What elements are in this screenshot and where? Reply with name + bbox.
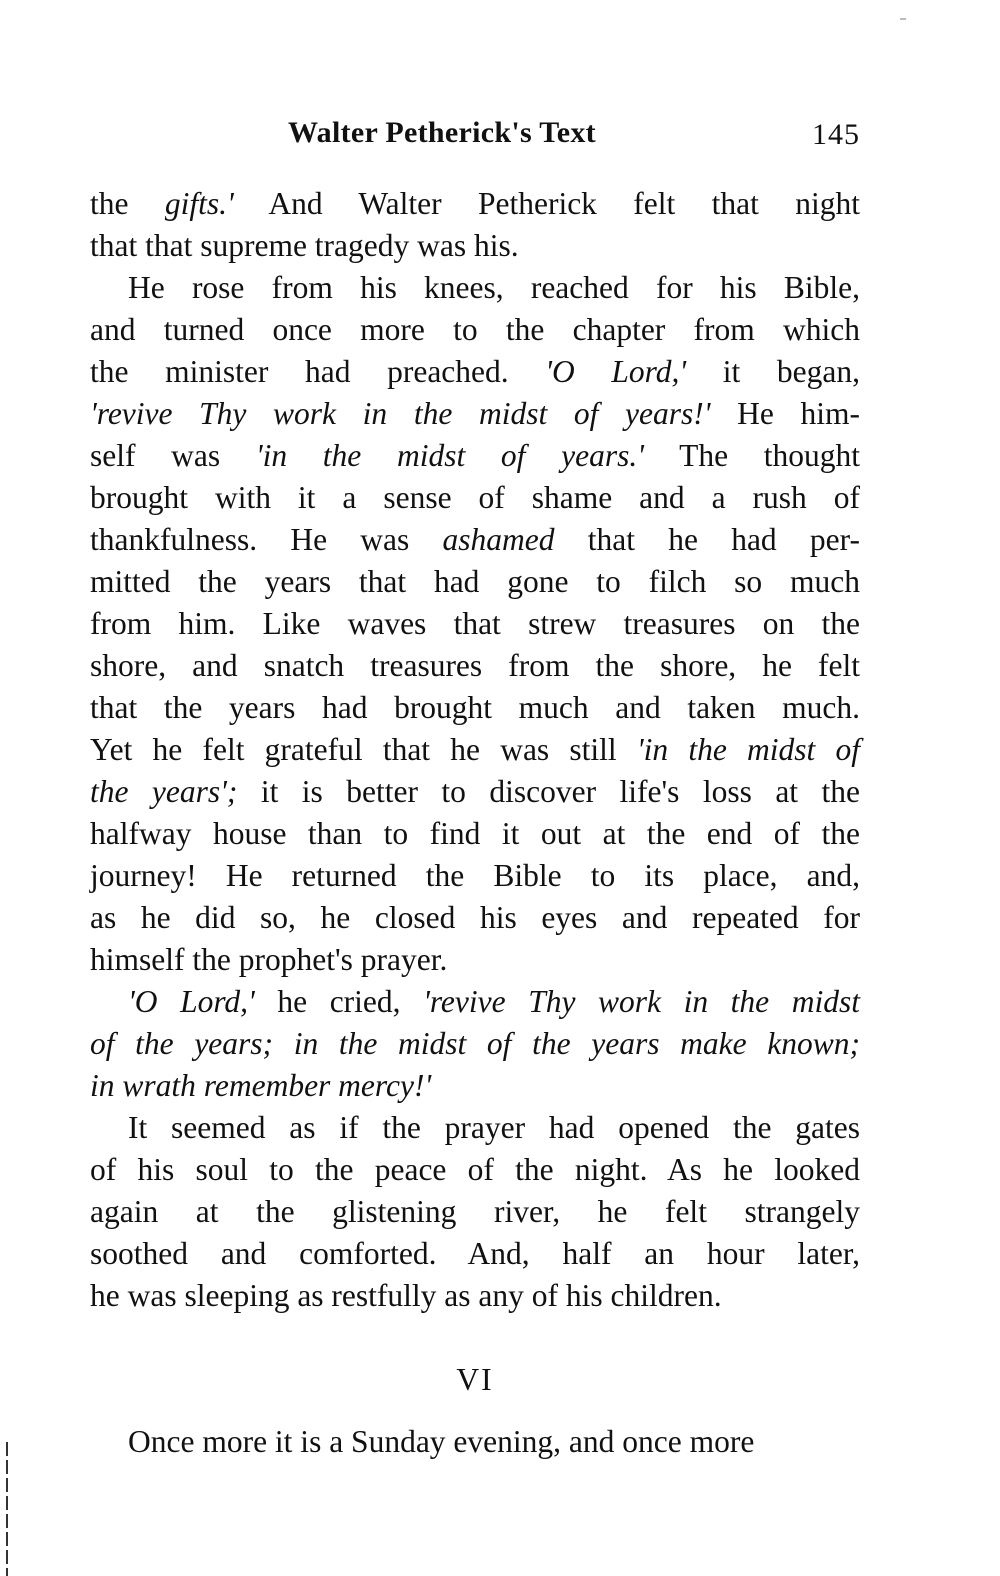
roman-text: And Walter Petherick felt that night (233, 186, 860, 221)
text-line (90, 1275, 860, 1317)
text-line (90, 225, 860, 267)
text-line (90, 771, 860, 813)
italic-text: 'O Lord,' (545, 354, 687, 389)
italic-text: ashamed (442, 522, 555, 557)
italic-text: 'revive Thy work in the midst (423, 984, 861, 1019)
roman-text: halfway house than to find it out at the end of the (90, 816, 860, 851)
text-line (90, 519, 860, 561)
roman-text: he was sleeping as restfully as any of his children. (90, 1278, 722, 1313)
text-line (90, 1149, 860, 1191)
roman-text: brought with it a sense of shame and a rush of (90, 480, 860, 515)
italic-text: 'in the midst of (636, 732, 861, 767)
text-line (90, 897, 860, 939)
text-line (90, 267, 860, 309)
text-line (90, 813, 860, 855)
text-line (90, 561, 860, 603)
text-line (90, 351, 860, 393)
roman-text: that that supreme tragedy was his. (90, 228, 519, 263)
text-line (90, 939, 860, 981)
text-line (90, 855, 860, 897)
italic-text: of the years; in the midst of the years make known; (90, 1026, 860, 1061)
section-heading: VI (456, 1362, 494, 1397)
roman-text: He him- (710, 396, 860, 431)
italic-text: in wrath remember mercy!' (90, 1068, 432, 1103)
roman-text: It seemed as if the prayer had opened the gates (128, 1110, 860, 1145)
roman-text: the minister had preached. (90, 354, 546, 389)
text-line (90, 1107, 860, 1149)
roman-text: from him. Like waves that strew treasures on the (90, 606, 860, 641)
roman-text: as he did so, he closed his eyes and repeated for (90, 900, 860, 935)
text-line (90, 729, 860, 771)
roman-text: thankfulness. He was (90, 522, 443, 557)
italic-text: 'in the midst of years.' (255, 438, 644, 473)
roman-text: the (90, 186, 165, 221)
text-line (90, 1233, 860, 1275)
roman-text: The thought (643, 438, 860, 473)
text-line (90, 477, 860, 519)
text-line (90, 603, 860, 645)
running-head (90, 116, 860, 156)
roman-text: shore, and snatch treasures from the shore, he felt (90, 648, 860, 683)
text-line: Once more it is a Sunday evening, and once more (128, 1424, 755, 1459)
roman-text: again at the glistening river, he felt strangely (90, 1194, 860, 1229)
italic-text: gifts.' (164, 186, 234, 221)
paragraph-lines (90, 183, 860, 1317)
text-line (90, 309, 860, 351)
roman-text: journey! He returned the Bible to its place, and, (90, 858, 860, 893)
scan-margin-mark (6, 1442, 8, 1576)
text-line (90, 435, 860, 477)
roman-text: that he had per- (554, 522, 860, 557)
roman-text: He rose from his knees, reached for his Bible, (128, 270, 860, 305)
roman-text: of his soul to the peace of the night. As he looked (90, 1152, 860, 1187)
roman-text: self was (90, 438, 256, 473)
text-line (90, 1065, 860, 1107)
text-line (90, 183, 860, 225)
italic-text: 'O Lord,' (128, 984, 255, 1019)
text-line (90, 1191, 860, 1233)
running-title: Walter Petherick's Text (288, 116, 596, 149)
roman-text: it is better to discover life's loss at the (237, 774, 860, 809)
roman-text: and turned once more to the chapter from which (90, 312, 860, 347)
roman-text: soothed and comforted. And, half an hour later, (90, 1236, 860, 1271)
page-number: 145 (812, 118, 860, 151)
text-line (90, 981, 860, 1023)
roman-text: himself the prophet's prayer. (90, 942, 448, 977)
roman-text: Yet he felt grateful that he was still (90, 732, 637, 767)
text-line (90, 645, 860, 687)
roman-text: he cried, (254, 984, 424, 1019)
text-line (90, 687, 860, 729)
body-text (90, 183, 860, 1463)
roman-text: that the years had brought much and taken much. (90, 690, 860, 725)
roman-text: mitted the years that had gone to filch so much (90, 564, 860, 599)
text-line (90, 393, 860, 435)
italic-text: 'revive Thy work in the midst of years!' (90, 396, 711, 431)
scan-speck (900, 18, 906, 20)
text-line (90, 1023, 860, 1065)
roman-text: it began, (686, 354, 860, 389)
italic-text: the years'; (90, 774, 238, 809)
